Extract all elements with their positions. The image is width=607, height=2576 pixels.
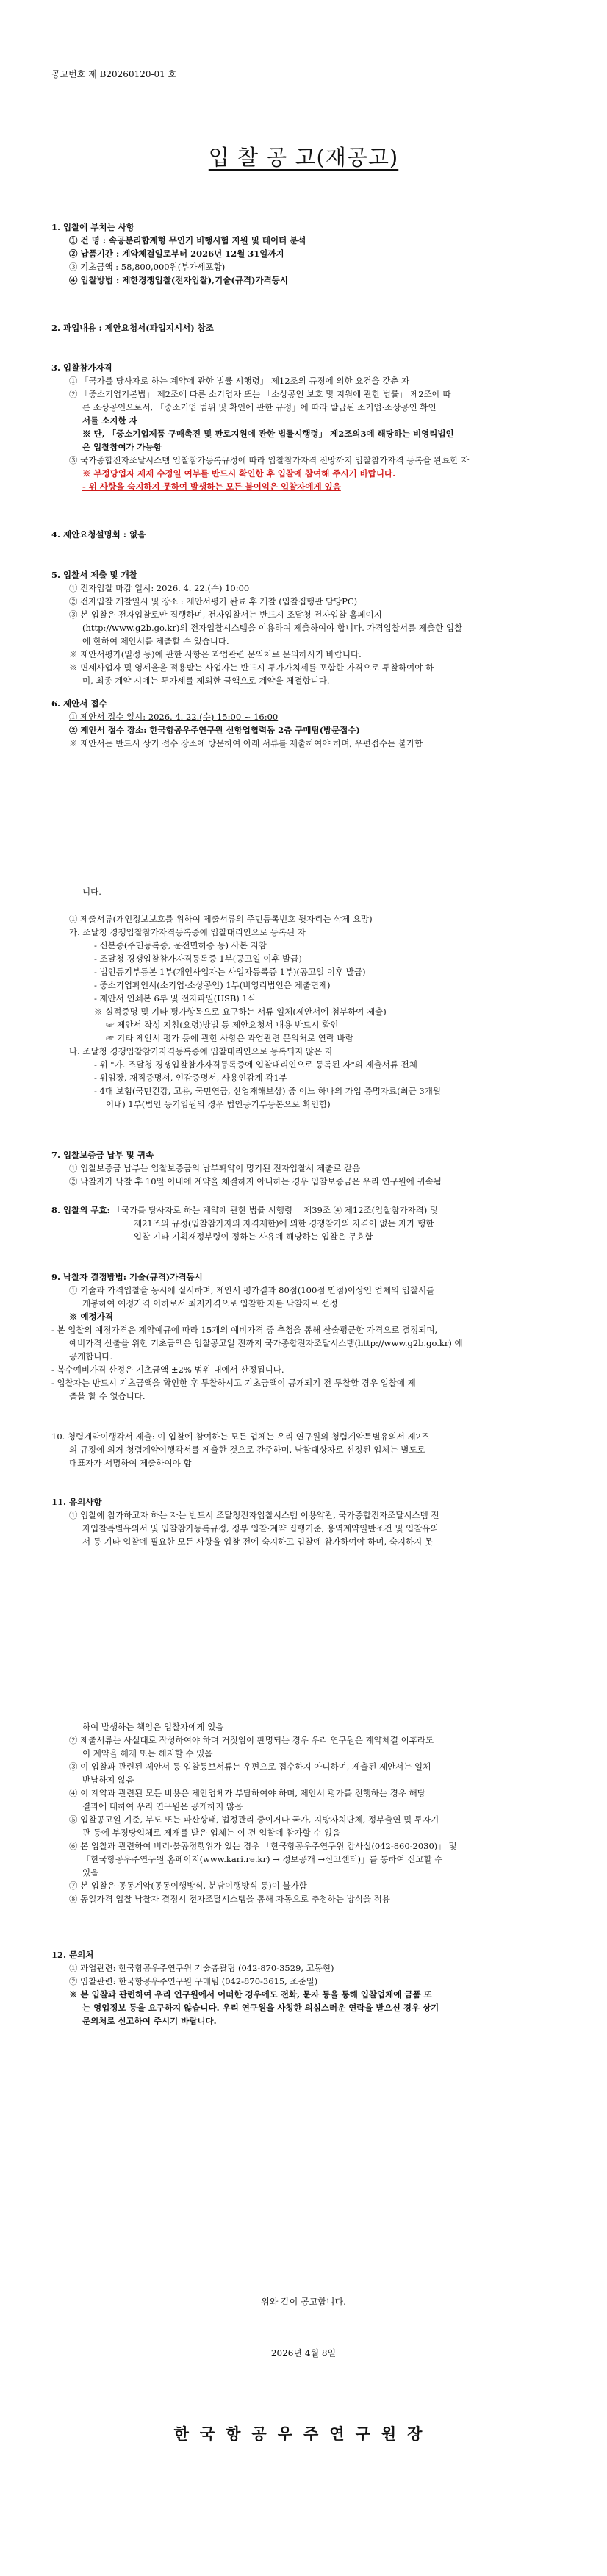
item-text: ② 제안서 접수 장소: 한국항공우주연구원 신항업협력동 2층 구매팀(방문접수) — [69, 725, 360, 735]
item-line: ② 낙찰자가 낙찰 후 10일 이내에 계약을 체결하지 아니하는 경우 입찰보증금은 우리 연구원에 귀속됨 — [69, 1176, 442, 1187]
section-integrity-pledge — [51, 1430, 558, 1470]
item-line: 은 입찰참여가 가능함 — [82, 442, 162, 452]
item-text: ② 납품기간 : 계약체결일로부터 2026년 12월 31일까지 — [69, 248, 284, 259]
item-line: 출을 할 수 없습니다. — [69, 1391, 146, 1401]
item-line — [51, 723, 558, 737]
section-proposal-receipt-cont — [51, 885, 558, 898]
item-line: ④ 입찰방법 : 제한경쟁입찰(전자입찰),기술(규격)가격동시 — [69, 275, 288, 285]
section-heading: 12. 문의처 — [51, 1950, 94, 1960]
item-line: ③ 국가종합전자조달시스템 입찰참가등록규정에 따라 입찰참가자격 전망까지 입찰참가자격 등록을 완료한 자 — [69, 455, 470, 465]
contact-line: ② 입찰관련: 한국항공우주연구원 구매팀 (042-870-3615, 조준일) — [69, 1976, 318, 1986]
item-line: 있음 — [82, 1867, 99, 1878]
note-line: 며, 최종 계약 시에는 투가세를 제외한 금액으로 계약을 체결합니다. — [82, 676, 330, 686]
section-bid-items — [51, 221, 558, 287]
note-line: ☞ 제안서 작성 지침(요령)방법 등 제안요청서 내용 반드시 확인 — [106, 1020, 339, 1030]
note-line: 니다. — [82, 887, 101, 897]
section-heading: 11. 유의사항 — [51, 1497, 102, 1507]
item-line: ② 「중소기업기본법」 제2조에 따른 소기업자 또는 「소상공인 보호 및 지원에 관한 법률」 제2조에 따 — [69, 389, 451, 399]
item-line: 제21조의 규정(입찰참가자의 자격제한)에 의한 경쟁참가의 자격이 없는 자가 행한 — [134, 1218, 434, 1228]
item-line: ④ 이 계약과 관련된 모든 비용은 제안업체가 부담하여야 하며, 제안서 평가를 진행하는 경우 해당 — [69, 1788, 425, 1798]
item-line — [51, 247, 558, 260]
notice-date: 2026년 4월 8일 — [270, 2348, 337, 2358]
item-line: ① 입찰보증금 납부는 입찰보증금의 납부확약이 명기된 전자입찰서 제출로 갈음 — [69, 1163, 361, 1173]
item-line: 입찰 기타 기획재정부령이 정하는 사유에 해당하는 입찰은 무효함 — [134, 1231, 373, 1242]
item-line: 개봉하여 예정가격 이하로서 최저가격으로 입찰한 자를 낙찰자로 선정 — [82, 1298, 338, 1309]
item-line: 나. 조달청 경쟁입찰참가자격등록증에 입찰대리인으로 등록되지 않은 자 — [69, 1046, 333, 1056]
section-heading: 4. 제안요청설명회 : 없음 — [51, 529, 146, 540]
item-line: 「한국항공우주연구원 홈페이지(www.kari.re.kr) → 정보공개 →신고센터)」를 통하여 신고할 수 — [82, 1854, 443, 1864]
section-scope — [51, 321, 558, 334]
note-line: ※ 실적증명 및 기타 평가항목으로 요구하는 서류 일체(제안서에 첨부하여 제출) — [94, 1006, 387, 1017]
section-heading: 1. 입찰에 부치는 사항 — [51, 222, 134, 232]
item-line: 에 한하여 제안서를 제출할 수 있습니다. — [82, 636, 229, 646]
item-line: 이 계약을 해제 또는 해지할 수 있음 — [82, 1748, 213, 1759]
item-line: ⑤ 입찰공고일 기준, 부도 또는 파산상태, 법정관리 중이거나 국가, 지방자치단체, 정부출연 및 투자기 — [69, 1814, 439, 1825]
item-line: ③ 기초금액 : 58,800,000원(부가세포함) — [69, 262, 226, 272]
note-line: ※ 면세사업자 및 영세율을 적용받는 사업자는 반드시 투가가치세를 포함한 가격으로 투찰하여야 하 — [69, 662, 434, 673]
section-precautions — [51, 1495, 558, 1548]
note-line: ※ 제안서평가(일정 등)에 관한 사항은 과업관련 문의처로 문의하시기 바랍니다. — [69, 649, 362, 659]
item-line: ① 전자입찰 마감 일시: 2026. 4. 22.(수) 10:00 — [69, 583, 250, 593]
page-title: 입 찰 공 고(재공고) — [208, 145, 399, 170]
item-text: 「국가를 당사자로 하는 계약에 관한 법률 시행령」 제39조 ④ 제12조(입찰참가자격) 및 — [112, 1205, 439, 1215]
item-line: ※ 단, 「중소기업제품 구매촉진 및 판로지원에 관한 법률시행령」 제2조의3에 해당하는 비영리법인 — [82, 429, 454, 439]
item-line: ① 건 명 : 속공분리합계형 무인기 비행시험 지원 및 데이터 분석 — [69, 235, 306, 246]
note-line: ※ 제안서는 반드시 상기 접수 장소에 방문하여 아래 서류를 제출하여야 하며, 우편접수는 불가함 — [69, 738, 423, 748]
item-line: - 조달청 경쟁입찰참가자격등록증 1부(공고일 이후 발급) — [94, 954, 302, 964]
item-line: 서 등 기타 입찰에 필요한 모든 사항을 입찰 전에 숙지하고 입찰에 참가하여야 하며, 숙지하지 못 — [82, 1536, 433, 1547]
section-proposal-receipt — [51, 697, 558, 750]
warning-line: - 위 사항을 숙지하지 못하여 발생하는 모든 불이익은 입찰자에게 있음 — [82, 482, 341, 492]
item-text: ① 제안서 접수 일시: 2026. 4. 22.(수) 15:00 ~ 16:00 — [69, 712, 279, 722]
item-line — [51, 710, 558, 723]
item-line: 관 등에 부정당업체로 제재를 받은 업체는 이 건 입찰에 참가할 수 없음 — [82, 1828, 341, 1838]
item-line: 예비가격 산출을 위한 기초금액은 입찰공고일 전까지 국가종합전자조달시스템(http://www.g2b.go.kr) 에 — [69, 1338, 463, 1348]
item-line — [51, 1203, 558, 1217]
item-line: 하여 발생하는 책임은 입찰자에게 있음 — [82, 1722, 224, 1732]
item-line: 이내) 1부(법인 등기임원의 경우 법인등기부등본으로 확인함) — [106, 1099, 331, 1109]
item-line: 가. 조달청 경쟁입찰참가자격등록증에 입찰대리인으로 등록된 자 — [69, 927, 306, 937]
item-line: - 복수예비가격 산정은 기초금액 ±2% 범위 내에서 산정됩니다. — [51, 1364, 284, 1375]
item-line: ③ 본 입찰은 전자입찰로만 집행하며, 전자입찰서는 반드시 조달청 전자입찰 홈페이지 — [69, 609, 382, 620]
item-line: ① 입찰에 참가하고자 하는 자는 반드시 조달청전자입찰시스템 이용약관, 국가종합전자조달시스템 전 — [69, 1510, 439, 1520]
item-line: ※ 예정가격 — [69, 1312, 113, 1322]
note-line: ☞ 기타 제안서 평가 등에 관한 사항은 과업관련 문의처로 연락 바람 — [106, 1033, 353, 1043]
item-line: 반납하지 않음 — [82, 1775, 134, 1785]
item-line: 른 소상공인으로서, 「중소기업 범위 및 확인에 관한 규정」에 따라 발급된 소기업·소상공인 확인 — [82, 402, 437, 412]
section-eligibility — [51, 361, 558, 493]
item-line: ① 기술과 가격입찰을 동시에 실시하며, 제안서 평가결과 80점(100점 만점)이상인 업체의 입찰서를 — [69, 1285, 435, 1295]
item-line: 의 규정에 의거 청렴계약이행각서를 제출한 것으로 간주하며, 낙찰대상자로 선정된 업체는 별도로 — [69, 1445, 425, 1455]
issuer-name: 한국항공우주연구원장 — [173, 2425, 434, 2443]
item-line: ① 「국가를 당사자로 하는 계약에 관한 법률 시행령」 제12조의 규정에 의한 요건을 갖춘 자 — [69, 376, 410, 386]
section-heading: 7. 입찰보증금 납부 및 귀속 — [51, 1150, 154, 1160]
warning-line: ※ 본 입찰과 관련하여 우리 연구원에서 어떠한 경우에도 전화, 문자 등을 통해 입찰업체에 금품 또 — [69, 1989, 432, 2000]
section-heading: 2. 과업내용 : 제안요청서(과업지시서) 참조 — [51, 323, 214, 333]
notice-number: 공고번호 제 B20260120-01 호 — [51, 69, 177, 79]
warning-line: ※ 부정당업자 제재 수정일 여부를 반드시 확인한 후 입찰에 참여해 주시기 바랍니다. — [82, 468, 396, 479]
item-line: ⑦ 본 입찰은 공동계약(공동이행방식, 분담이행방식 등)이 불가함 — [69, 1881, 307, 1891]
section-submission — [51, 568, 558, 687]
item-line: - 신분증(주민등록증, 운전면허증 등) 사본 지참 — [94, 940, 267, 951]
item-line: ⑧ 동일가격 입찰 낙찰자 결정시 전자조달시스템을 통해 자동으로 추첨하는 방식을 적용 — [69, 1894, 390, 1904]
section-invalid-bids — [51, 1203, 558, 1243]
item-line: ② 전자입찰 개찰일시 및 장소 : 제안서평가 완료 후 개찰 (입찰집행관 담당PC) — [69, 596, 358, 607]
section-heading: 8. 입찰의 무효: — [51, 1205, 110, 1215]
warning-line: 문의처로 신고하여 주시기 바랍니다. — [82, 2016, 217, 2026]
section-precautions-cont — [51, 1720, 558, 1906]
item-line: 공개합니다. — [69, 1351, 113, 1362]
item-line: - 입찰자는 반드시 기초금액을 확인한 후 투찰하시고 기초금액이 공개되기 전 투찰할 경우 입찰에 제 — [51, 1378, 416, 1388]
section-bid-bond — [51, 1148, 558, 1188]
item-line: ① 제출서류(개인정보보호를 위하여 제출서류의 주민등록번호 뒷자리는 삭제 요망) — [69, 914, 373, 924]
item-line: - 위임장, 재직증명서, 인감증명서, 사용인감계 각1부 — [94, 1073, 287, 1083]
item-line: ③ 이 입찰과 관련된 제안서 등 입찰통보서류는 우편으로 접수하지 아니하며, 제출된 제안서는 일체 — [69, 1761, 431, 1772]
section-heading: 9. 낙찰자 결정방법: 기술(규격)가격동시 — [51, 1272, 203, 1282]
item-line: 자입찰특별유의서 및 입찰참가등록규정, 정부 입찰·계약 집행기준, 용역계약일반조건 및 입찰유의 — [82, 1523, 439, 1534]
item-line: 10. 청렴계약이행각서 제출: 이 입찰에 참여하는 모든 업체는 우리 연구원의 청렴계약특별유의서 제2조 — [51, 1431, 430, 1442]
item-line: (http://www.g2b.go.kr)의 전자입찰시스템을 이용하여 제출하여야 합니다. 가격입찰서를 제출한 입찰 — [82, 623, 463, 633]
item-line: ② 제출서류는 사실대로 작성하여야 하며 거짓임이 판명되는 경우 우리 연구원은 계약체결 이후라도 — [69, 1735, 434, 1745]
item-line: - 위 "가. 조달청 경쟁입찰참가자격등록증에 입찰대리인으로 등록된 자"의 제출서류 전체 — [94, 1059, 417, 1070]
contact-line: ① 과업관련: 한국항공우주연구원 기술총괄팀 (042-870-3529, 고동현) — [69, 1963, 334, 1973]
item-line: 결과에 대하여 우리 연구원은 공개하지 않음 — [82, 1801, 243, 1811]
warning-line: 는 영업정보 등을 요구하지 않습니다. 우리 연구원을 사칭한 의심스러운 연락을 받으신 경우 상기 — [82, 2003, 439, 2013]
closing-note: 위와 같이 공고합니다. — [261, 2297, 346, 2307]
section-heading: 6. 제안서 접수 — [51, 698, 107, 709]
section-documents — [51, 912, 558, 1111]
section-heading: 3. 입찰참가자격 — [51, 362, 112, 373]
item-line: 대표자가 서명하여 제출하여야 함 — [69, 1458, 192, 1468]
section-contacts — [51, 1948, 558, 2028]
item-line: - 중소기업확인서(소기업·소상공인) 1부(비영리법인은 제출면제) — [94, 980, 331, 990]
item-line: - 제안서 인쇄본 6부 및 전자파일(USB) 1식 — [94, 993, 256, 1003]
section-heading: 5. 입찰서 제출 및 개찰 — [51, 570, 137, 580]
item-line: - 법인등기부등본 1부(개인사업자는 사업자등록증 1부)(공고일 이후 발급) — [94, 967, 366, 977]
item-line: - 본 입찰의 예정가격은 계약예규에 따라 15개의 예비가격 중 추첨을 통해 산술평균한 가격으로 결정되며, — [51, 1325, 438, 1335]
item-line: 서를 소지한 자 — [82, 415, 137, 426]
item-line: ⑥ 본 입찰과 관련하여 비리·불공정행위가 있는 경우 「한국항공우주연구원 감사실(042-860-2030)」 및 — [69, 1841, 457, 1851]
item-line: - 4대 보험(국민건강, 고용, 국민연금, 산업재해보상) 중 어느 하나의 가입 증명자료(최근 3개월 — [94, 1086, 441, 1096]
section-award-method — [51, 1270, 558, 1403]
section-briefing — [51, 528, 558, 541]
